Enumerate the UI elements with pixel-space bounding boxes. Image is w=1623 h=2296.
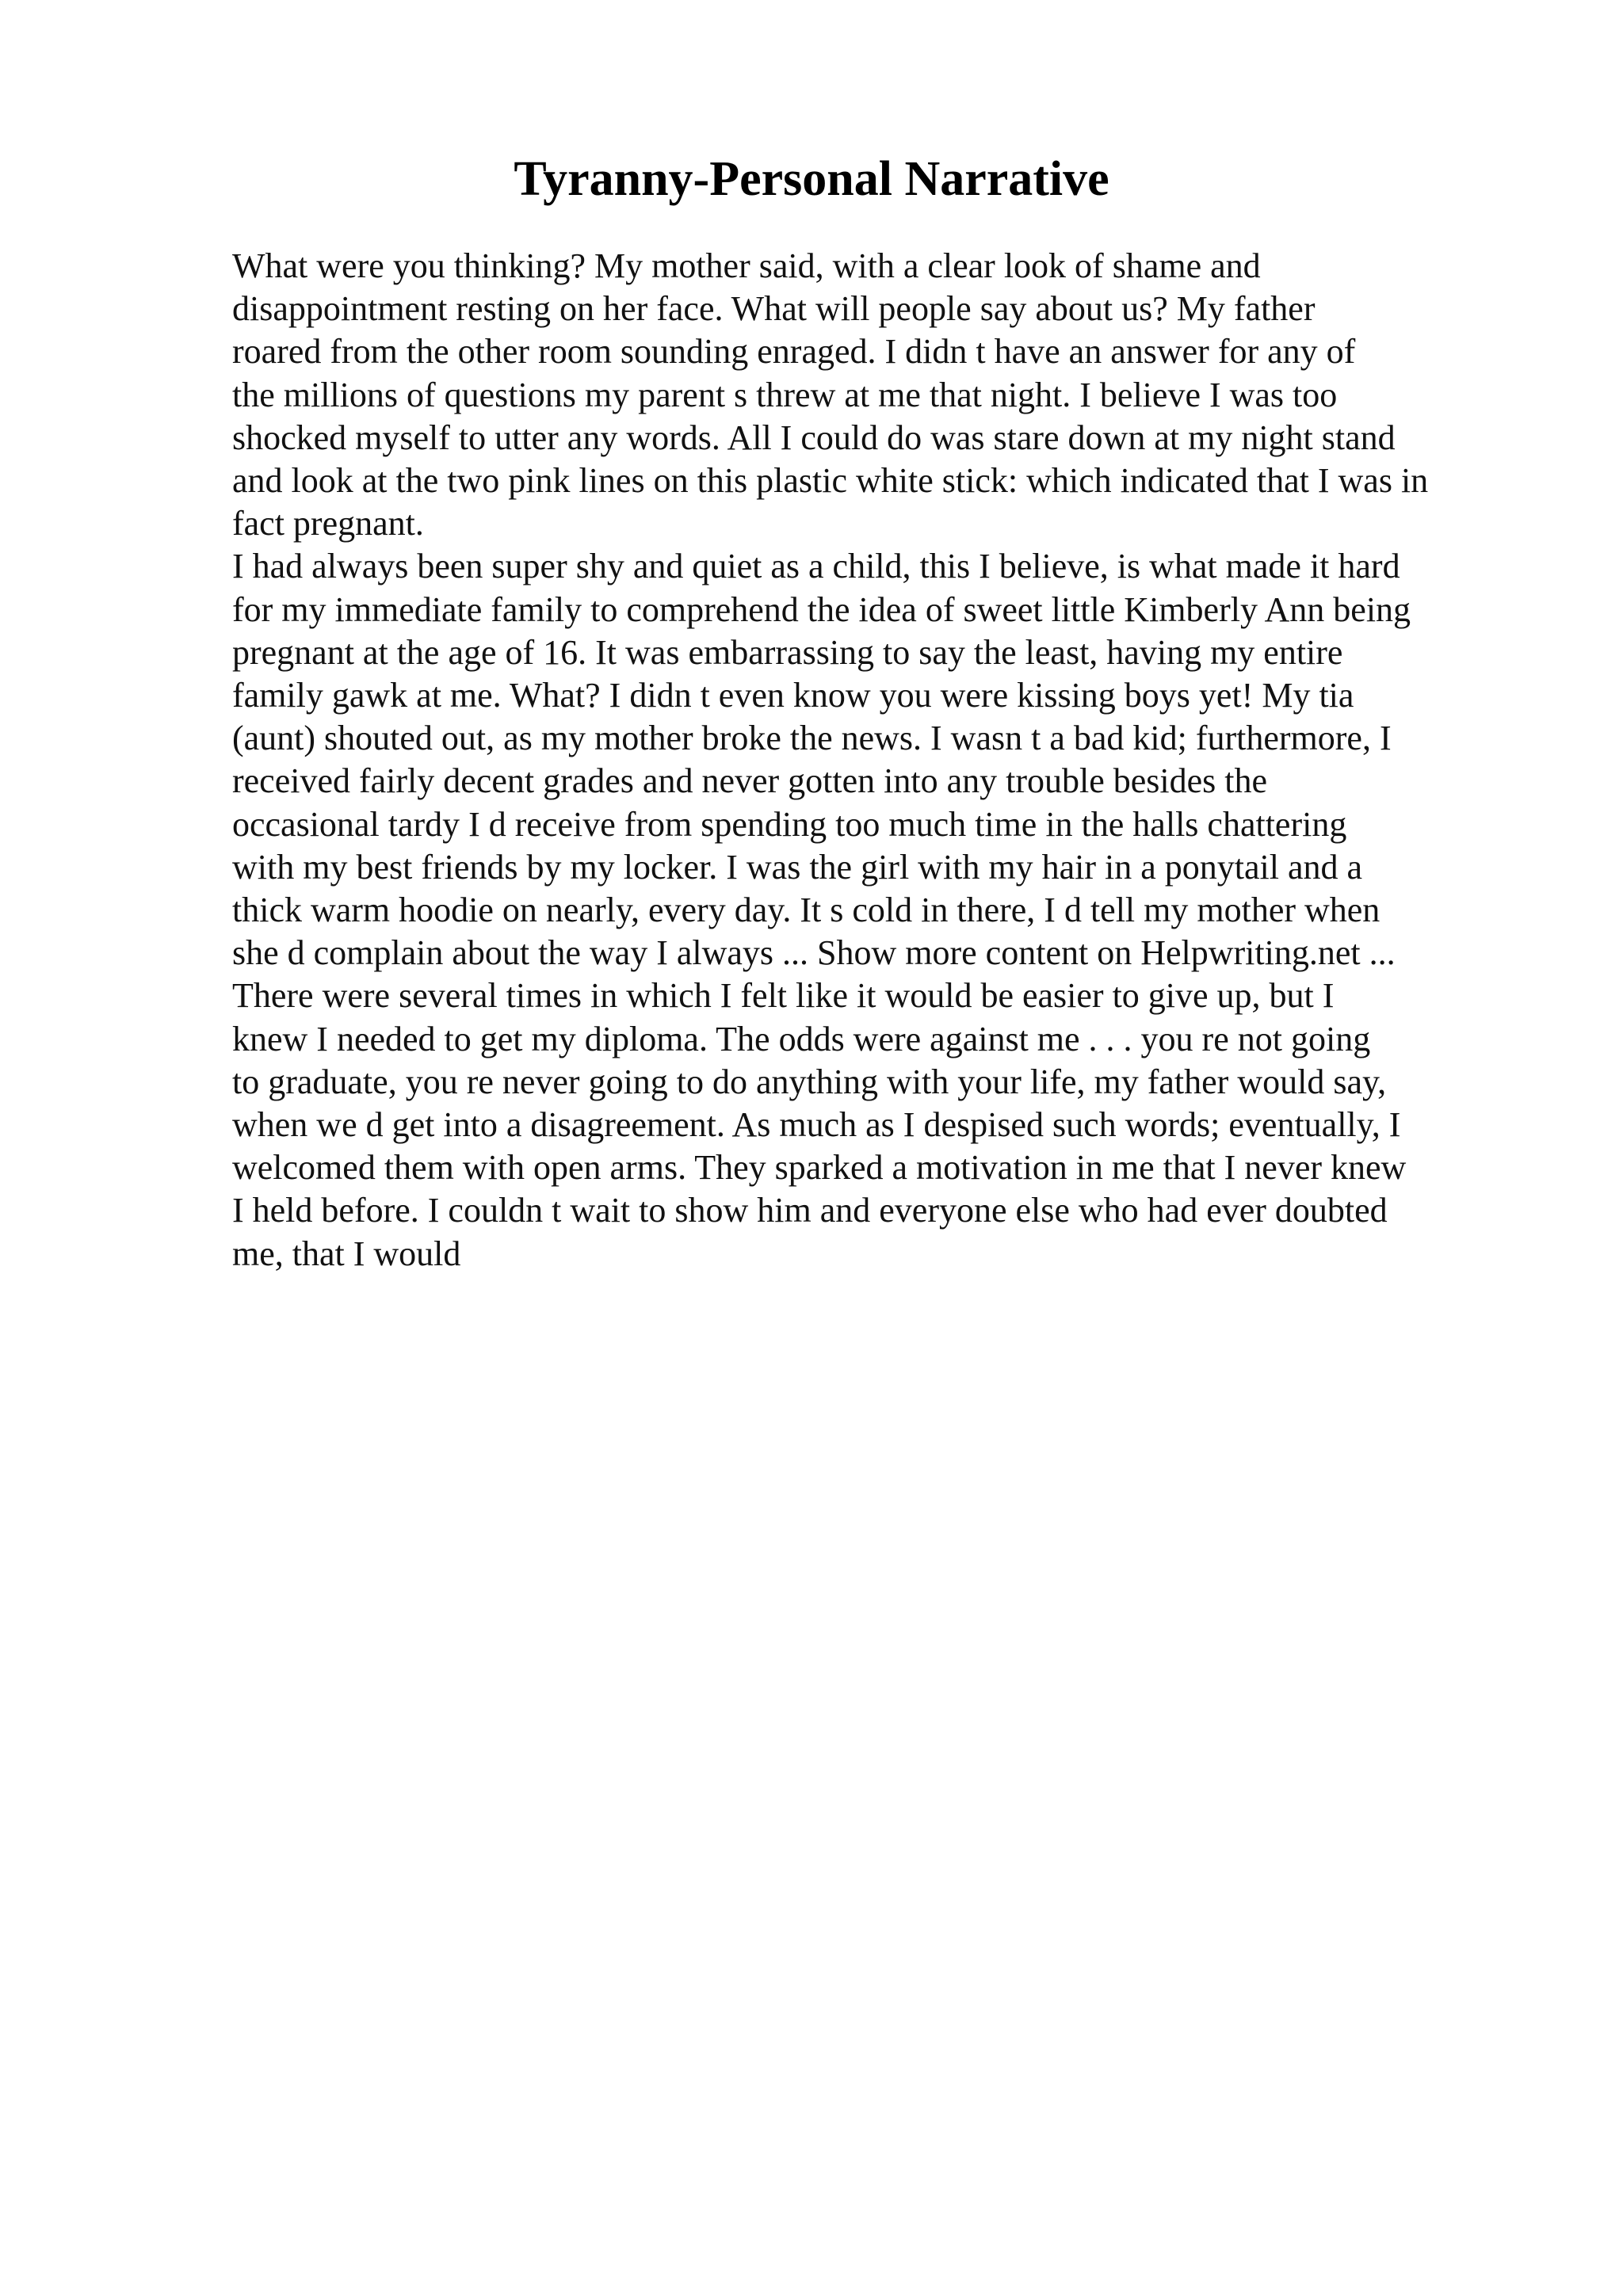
text-line: with my best friends by my locker. I was the girl with my hair in a ponytail and a xyxy=(232,847,1363,887)
text-line: roared from the other room sounding enraged. I didn t have an answer for any of xyxy=(232,332,1356,372)
text-line: for my immediate family to comprehend the idea of sweet little Kimberly Ann being xyxy=(232,589,1411,629)
document-title: Tyranny-Personal Narrative xyxy=(514,152,1109,206)
text-line: fact pregnant. xyxy=(232,504,424,543)
text-line: I held before. I couldn t wait to show him and everyone else who had ever doubted xyxy=(232,1191,1388,1230)
text-line: shocked myself to utter any words. All I could do was stare down at my night stand xyxy=(232,418,1396,457)
text-line: I had always been super shy and quiet as a child, this I believe, is what made it hard xyxy=(232,547,1400,586)
text-line: me, that I would xyxy=(232,1234,461,1273)
text-line: received fairly decent grades and never gotten into any trouble besides the xyxy=(232,761,1268,801)
text-line: welcomed them with open arms. They sparked a motivation in me that I never knew xyxy=(232,1148,1407,1188)
text-line: What were you thinking? My mother said, with a clear look of shame and xyxy=(232,246,1261,285)
text-line: occasional tardy I d receive from spending too much time in the halls chattering xyxy=(232,804,1347,844)
text-line: thick warm hoodie on nearly, every day. It s cold in there, I d tell my mother when xyxy=(232,891,1381,930)
text-line: knew I needed to get my diploma. The odds were against me . . . you re not going xyxy=(232,1019,1371,1058)
text-line: disappointment resting on her face. What will people say about us? My father xyxy=(232,289,1316,329)
text-line: and look at the two pink lines on this plastic white stick: which indicated that I was in xyxy=(232,461,1429,501)
text-line: family gawk at me. What? I didn t even know you were kissing boys yet! My tia xyxy=(232,676,1354,715)
text-line: pregnant at the age of 16. It was embarrassing to say the least, having my entire xyxy=(232,632,1343,672)
document-body xyxy=(232,245,1516,1276)
text-line: There were several times in which I felt like it would be easier to give up, but I xyxy=(232,976,1335,1016)
text-line: when we d get into a disagreement. As much as I despised such words; eventually, I xyxy=(232,1105,1401,1145)
text-line: she d complain about the way I always ... Show more content on Helpwriting.net ... xyxy=(232,933,1396,973)
text-line: the millions of questions my parent s threw at me that night. I believe I was too xyxy=(232,375,1338,414)
text-line: to graduate, you re never going to do anything with your life, my father would say, xyxy=(232,1062,1387,1101)
text-line: (aunt) shouted out, as my mother broke the news. I wasn t a bad kid; furthermore, I xyxy=(232,719,1392,758)
